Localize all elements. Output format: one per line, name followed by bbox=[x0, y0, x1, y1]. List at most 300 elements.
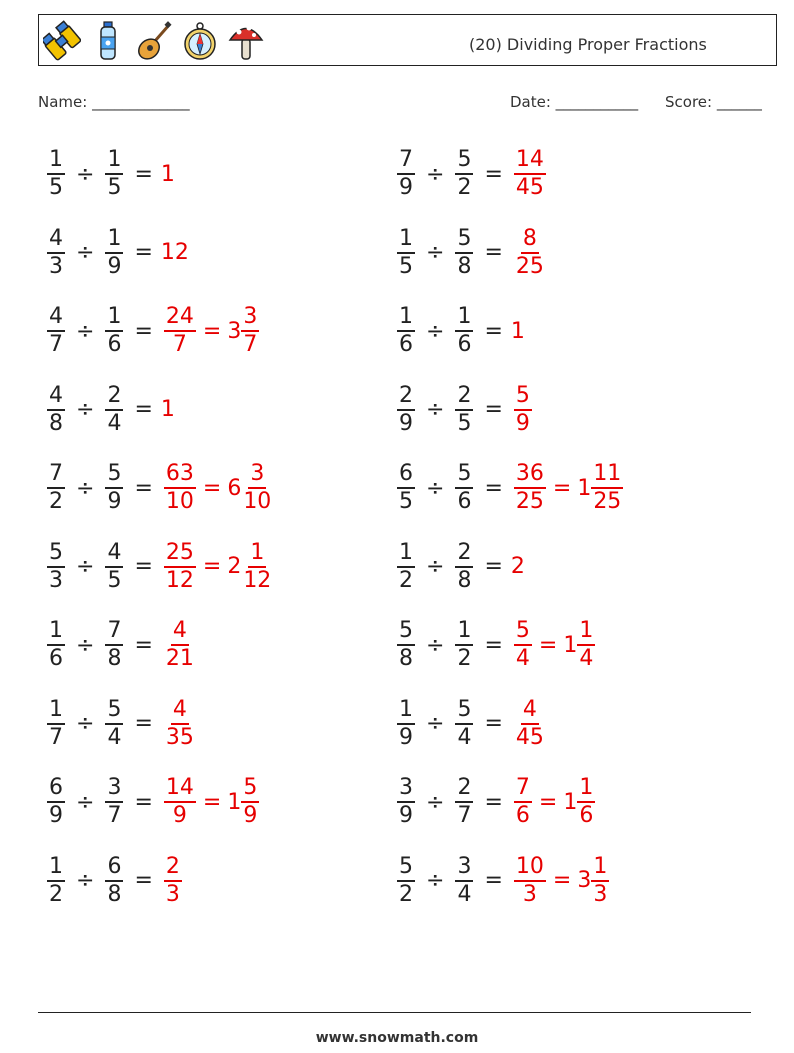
footer-divider bbox=[38, 1012, 751, 1013]
answer bbox=[161, 697, 199, 751]
mixed-whole: 1 bbox=[577, 475, 592, 501]
divisor-fraction bbox=[105, 775, 123, 829]
divide-sign: ÷ bbox=[76, 318, 95, 344]
divide-sign: ÷ bbox=[426, 789, 445, 815]
denominator: 21 bbox=[165, 646, 194, 671]
dividend-fraction bbox=[397, 461, 415, 515]
dividend-fraction bbox=[47, 147, 65, 201]
divide-sign: ÷ bbox=[426, 161, 445, 187]
answer bbox=[161, 397, 175, 422]
dividend-fraction bbox=[397, 226, 415, 280]
problem-item bbox=[44, 692, 199, 756]
numerator: 5 bbox=[397, 618, 415, 646]
header-icons bbox=[43, 19, 265, 63]
numerator: 5 bbox=[455, 147, 473, 175]
equals-sign: = bbox=[484, 161, 503, 187]
dividend-fraction bbox=[397, 775, 415, 829]
denominator: 2 bbox=[399, 567, 413, 593]
numerator: 5 bbox=[514, 383, 532, 411]
answer-fraction bbox=[164, 618, 196, 672]
denominator: 2 bbox=[49, 489, 63, 514]
answer-integer: 1 bbox=[160, 161, 175, 187]
mixed-fraction bbox=[241, 304, 259, 358]
numerator: 5 bbox=[47, 540, 65, 568]
denominator: 6 bbox=[515, 803, 530, 828]
numerator: 3 bbox=[105, 775, 123, 803]
denominator: 8 bbox=[49, 410, 63, 436]
mixed-whole: 6 bbox=[227, 475, 242, 501]
date-field: Date: ___________ bbox=[510, 93, 639, 111]
answer bbox=[161, 618, 199, 672]
problem-item bbox=[44, 299, 262, 363]
answer-fraction bbox=[164, 304, 196, 358]
denominator: 4 bbox=[107, 724, 122, 750]
water-bottle-icon bbox=[89, 19, 127, 63]
mixed-fraction bbox=[591, 461, 623, 515]
answer bbox=[161, 304, 262, 358]
numerator: 1 bbox=[47, 618, 65, 646]
problem-item bbox=[44, 142, 175, 206]
equals-sign: = bbox=[484, 789, 503, 815]
numerator: 4 bbox=[105, 540, 123, 568]
equals-sign: = bbox=[134, 240, 153, 265]
answer bbox=[511, 618, 598, 672]
answer bbox=[511, 383, 535, 437]
problem-item bbox=[44, 849, 185, 913]
answer-fraction bbox=[514, 775, 532, 829]
equals-sign: = bbox=[202, 789, 222, 815]
dividend-fraction bbox=[47, 540, 65, 594]
numerator: 2 bbox=[455, 540, 473, 568]
denominator: 9 bbox=[515, 410, 530, 436]
answer bbox=[161, 775, 262, 829]
answer bbox=[511, 226, 549, 280]
answer bbox=[161, 162, 175, 187]
denominator: 10 bbox=[243, 489, 272, 514]
equals-sign: = bbox=[134, 318, 153, 344]
equals-sign: = bbox=[202, 475, 222, 501]
denominator: 2 bbox=[399, 881, 413, 907]
problem-item bbox=[394, 770, 598, 834]
numerator: 1 bbox=[397, 304, 415, 332]
equals-sign: = bbox=[134, 868, 153, 893]
denominator: 35 bbox=[165, 724, 194, 750]
numerator: 7 bbox=[397, 147, 415, 175]
numerator: 5 bbox=[105, 461, 123, 489]
dividend-fraction bbox=[397, 697, 415, 751]
dividend-fraction bbox=[47, 697, 65, 751]
divisor-fraction bbox=[455, 461, 473, 515]
divisor-fraction bbox=[455, 775, 473, 829]
binoculars-icon bbox=[43, 19, 81, 63]
equals-sign: = bbox=[484, 711, 503, 736]
answer-fraction bbox=[514, 697, 546, 751]
numerator: 2 bbox=[105, 383, 123, 411]
problem-item bbox=[394, 613, 598, 677]
answer bbox=[161, 540, 276, 594]
problem-item bbox=[394, 142, 549, 206]
answer-fraction bbox=[164, 775, 196, 829]
equals-sign: = bbox=[484, 397, 503, 422]
mixed-whole: 3 bbox=[577, 868, 592, 893]
divide-sign: ÷ bbox=[76, 789, 95, 815]
dividend-fraction bbox=[47, 461, 65, 515]
denominator: 9 bbox=[49, 803, 63, 828]
denominator: 6 bbox=[107, 332, 122, 357]
denominator: 8 bbox=[107, 881, 122, 907]
divide-sign: ÷ bbox=[426, 711, 445, 736]
problem-item bbox=[44, 456, 276, 520]
denominator: 2 bbox=[49, 881, 63, 907]
equals-sign: = bbox=[202, 554, 222, 579]
denominator: 25 bbox=[515, 489, 544, 514]
denominator: 7 bbox=[49, 724, 63, 750]
divide-sign: ÷ bbox=[426, 397, 445, 422]
divide-sign: ÷ bbox=[76, 475, 95, 501]
numerator: 7 bbox=[105, 618, 123, 646]
equals-sign: = bbox=[202, 318, 222, 344]
problem-item bbox=[44, 535, 276, 599]
answer-fraction bbox=[164, 854, 182, 908]
divisor-fraction bbox=[105, 147, 123, 201]
equals-sign: = bbox=[484, 632, 503, 658]
mixed-whole: 3 bbox=[227, 318, 242, 344]
numerator: 14 bbox=[514, 147, 546, 175]
guitar-icon bbox=[135, 19, 173, 63]
answer-fraction bbox=[514, 383, 532, 437]
problem-item bbox=[394, 378, 535, 442]
denominator: 6 bbox=[579, 803, 594, 828]
mixed-whole: 2 bbox=[227, 554, 242, 579]
answer bbox=[511, 461, 626, 515]
divisor-fraction bbox=[105, 226, 123, 280]
answer bbox=[511, 147, 549, 201]
mushroom-icon bbox=[227, 19, 265, 63]
denominator: 7 bbox=[457, 803, 472, 828]
numerator: 1 bbox=[577, 618, 595, 646]
divide-sign: ÷ bbox=[426, 632, 445, 658]
answer bbox=[511, 854, 612, 908]
divide-sign: ÷ bbox=[426, 318, 445, 344]
numerator: 2 bbox=[164, 854, 182, 882]
mixed-fraction bbox=[241, 540, 273, 594]
mixed-whole: 1 bbox=[563, 632, 578, 658]
numerator: 1 bbox=[397, 697, 415, 725]
mixed-whole: 1 bbox=[563, 789, 578, 815]
denominator: 7 bbox=[49, 332, 63, 357]
numerator: 25 bbox=[164, 540, 196, 568]
answer bbox=[511, 775, 598, 829]
dividend-fraction bbox=[397, 540, 415, 594]
dividend-fraction bbox=[47, 383, 65, 437]
problem-item bbox=[394, 535, 525, 599]
denominator: 3 bbox=[49, 253, 63, 279]
numerator: 14 bbox=[164, 775, 196, 803]
denominator: 5 bbox=[107, 567, 122, 593]
mixed-fraction bbox=[241, 461, 273, 515]
answer-fraction bbox=[514, 226, 546, 280]
numerator: 6 bbox=[397, 461, 415, 489]
denominator: 9 bbox=[399, 175, 413, 200]
numerator: 5 bbox=[514, 618, 532, 646]
divisor-fraction bbox=[105, 461, 123, 515]
denominator: 4 bbox=[107, 410, 122, 436]
divide-sign: ÷ bbox=[76, 161, 95, 187]
numerator: 5 bbox=[455, 461, 473, 489]
divisor-fraction bbox=[105, 304, 123, 358]
dividend-fraction bbox=[397, 618, 415, 672]
divide-sign: ÷ bbox=[426, 240, 445, 265]
numerator: 1 bbox=[105, 147, 123, 175]
numerator: 2 bbox=[397, 383, 415, 411]
equals-sign: = bbox=[484, 868, 503, 893]
dividend-fraction bbox=[47, 304, 65, 358]
numerator: 1 bbox=[47, 147, 65, 175]
equals-sign: = bbox=[484, 318, 503, 344]
numerator: 4 bbox=[47, 226, 65, 254]
answer-fraction bbox=[164, 697, 196, 751]
dividend-fraction bbox=[397, 304, 415, 358]
answer bbox=[161, 240, 189, 265]
answer-integer: 2 bbox=[510, 554, 525, 579]
divide-sign: ÷ bbox=[76, 632, 95, 658]
numerator: 3 bbox=[455, 854, 473, 882]
score-field: Score: ______ bbox=[665, 93, 762, 111]
mixed-fraction bbox=[591, 854, 609, 908]
divisor-fraction bbox=[105, 540, 123, 594]
divisor-fraction bbox=[455, 540, 473, 594]
denominator: 2 bbox=[457, 175, 472, 200]
answer-integer: 1 bbox=[510, 318, 525, 344]
numerator: 24 bbox=[164, 304, 196, 332]
denominator: 10 bbox=[165, 489, 194, 514]
dividend-fraction bbox=[47, 618, 65, 672]
denominator: 7 bbox=[243, 332, 258, 357]
problem-item bbox=[394, 456, 626, 520]
numerator: 1 bbox=[397, 540, 415, 568]
divisor-fraction bbox=[455, 147, 473, 201]
answer-fraction bbox=[164, 540, 196, 594]
answer-integer: 1 bbox=[160, 397, 175, 422]
numerator: 5 bbox=[241, 775, 259, 803]
problem-item bbox=[44, 613, 199, 677]
denominator: 5 bbox=[49, 175, 63, 200]
denominator: 9 bbox=[399, 724, 413, 750]
numerator: 7 bbox=[514, 775, 532, 803]
numerator: 2 bbox=[455, 383, 473, 411]
footer-site: www.snowmath.com bbox=[315, 1030, 479, 1046]
divisor-fraction bbox=[455, 383, 473, 437]
denominator: 12 bbox=[165, 567, 194, 593]
mixed-fraction bbox=[577, 618, 595, 672]
denominator: 5 bbox=[457, 410, 472, 436]
answer-fraction bbox=[514, 854, 546, 908]
divide-sign: ÷ bbox=[76, 240, 95, 265]
dividend-fraction bbox=[397, 383, 415, 437]
numerator: 5 bbox=[105, 697, 123, 725]
denominator: 12 bbox=[243, 567, 272, 593]
numerator: 1 bbox=[591, 854, 609, 882]
divide-sign: ÷ bbox=[426, 475, 445, 501]
equals-sign: = bbox=[134, 789, 153, 815]
numerator: 8 bbox=[521, 226, 539, 254]
divisor-fraction bbox=[455, 697, 473, 751]
equals-sign: = bbox=[134, 161, 153, 187]
denominator: 7 bbox=[172, 332, 187, 357]
answer bbox=[161, 854, 185, 908]
numerator: 1 bbox=[455, 618, 473, 646]
equals-sign: = bbox=[538, 632, 558, 658]
problem-item bbox=[394, 692, 549, 756]
equals-sign: = bbox=[552, 868, 572, 893]
equals-sign: = bbox=[484, 554, 503, 579]
denominator: 9 bbox=[172, 803, 187, 828]
numerator: 1 bbox=[397, 226, 415, 254]
mixed-fraction bbox=[241, 775, 259, 829]
denominator: 5 bbox=[399, 253, 413, 279]
divisor-fraction bbox=[455, 226, 473, 280]
numerator: 4 bbox=[171, 697, 189, 725]
numerator: 1 bbox=[47, 854, 65, 882]
denominator: 4 bbox=[579, 646, 594, 671]
equals-sign: = bbox=[134, 554, 153, 579]
numerator: 2 bbox=[455, 775, 473, 803]
answer bbox=[161, 461, 276, 515]
numerator: 1 bbox=[455, 304, 473, 332]
name-field: Name: _____________ bbox=[38, 93, 190, 111]
denominator: 4 bbox=[457, 724, 472, 750]
dividend-fraction bbox=[47, 226, 65, 280]
answer-fraction bbox=[514, 461, 546, 515]
worksheet-title: (20) Dividing Proper Fractions bbox=[469, 35, 707, 54]
answer bbox=[511, 554, 525, 579]
numerator: 3 bbox=[248, 461, 266, 489]
denominator: 3 bbox=[593, 881, 608, 907]
numerator: 10 bbox=[514, 854, 546, 882]
problem-item bbox=[394, 299, 525, 363]
problem-item bbox=[44, 221, 189, 285]
denominator: 5 bbox=[107, 175, 122, 200]
numerator: 4 bbox=[47, 304, 65, 332]
denominator: 9 bbox=[107, 489, 122, 514]
numerator: 7 bbox=[47, 461, 65, 489]
denominator: 3 bbox=[165, 881, 180, 907]
divisor-fraction bbox=[455, 854, 473, 908]
numerator: 6 bbox=[47, 775, 65, 803]
divide-sign: ÷ bbox=[426, 554, 445, 579]
problem-item bbox=[394, 849, 612, 913]
denominator: 4 bbox=[515, 646, 530, 671]
answer bbox=[511, 697, 549, 751]
equals-sign: = bbox=[484, 240, 503, 265]
numerator: 36 bbox=[514, 461, 546, 489]
equals-sign: = bbox=[134, 711, 153, 736]
numerator: 5 bbox=[455, 697, 473, 725]
numerator: 1 bbox=[105, 226, 123, 254]
answer-fraction bbox=[164, 461, 196, 515]
numerator: 1 bbox=[577, 775, 595, 803]
equals-sign: = bbox=[538, 789, 558, 815]
numerator: 5 bbox=[397, 854, 415, 882]
denominator: 8 bbox=[457, 253, 472, 279]
denominator: 9 bbox=[399, 410, 413, 436]
numerator: 6 bbox=[105, 854, 123, 882]
denominator: 8 bbox=[457, 567, 472, 593]
compass-icon bbox=[181, 19, 219, 63]
divisor-fraction bbox=[105, 618, 123, 672]
denominator: 9 bbox=[107, 253, 122, 279]
divisor-fraction bbox=[105, 697, 123, 751]
answer-fraction bbox=[514, 618, 532, 672]
numerator: 3 bbox=[241, 304, 259, 332]
numerator: 11 bbox=[591, 461, 623, 489]
denominator: 6 bbox=[457, 489, 472, 514]
denominator: 9 bbox=[243, 803, 258, 828]
dividend-fraction bbox=[397, 854, 415, 908]
divide-sign: ÷ bbox=[426, 868, 445, 893]
denominator: 9 bbox=[399, 803, 413, 828]
answer bbox=[511, 319, 525, 344]
problem-item bbox=[394, 221, 549, 285]
header-box bbox=[38, 14, 777, 66]
denominator: 6 bbox=[399, 332, 413, 357]
divide-sign: ÷ bbox=[76, 711, 95, 736]
denominator: 45 bbox=[515, 724, 544, 750]
equals-sign: = bbox=[484, 475, 503, 501]
numerator: 1 bbox=[248, 540, 266, 568]
divide-sign: ÷ bbox=[76, 397, 95, 422]
divisor-fraction bbox=[455, 618, 473, 672]
denominator: 25 bbox=[515, 253, 544, 279]
dividend-fraction bbox=[397, 147, 415, 201]
divide-sign: ÷ bbox=[76, 554, 95, 579]
denominator: 45 bbox=[515, 175, 544, 200]
problem-item bbox=[44, 378, 175, 442]
numerator: 1 bbox=[47, 697, 65, 725]
divisor-fraction bbox=[105, 854, 123, 908]
divide-sign: ÷ bbox=[76, 868, 95, 893]
numerator: 5 bbox=[455, 226, 473, 254]
denominator: 6 bbox=[457, 332, 472, 357]
denominator: 3 bbox=[522, 881, 537, 907]
numerator: 4 bbox=[47, 383, 65, 411]
denominator: 4 bbox=[457, 881, 472, 907]
equals-sign: = bbox=[134, 475, 153, 501]
denominator: 5 bbox=[399, 489, 413, 514]
equals-sign: = bbox=[134, 632, 153, 658]
dividend-fraction bbox=[47, 775, 65, 829]
problem-item bbox=[44, 770, 262, 834]
equals-sign: = bbox=[134, 397, 153, 422]
divisor-fraction bbox=[105, 383, 123, 437]
denominator: 3 bbox=[49, 567, 63, 593]
answer-integer: 12 bbox=[160, 240, 189, 265]
numerator: 4 bbox=[521, 697, 539, 725]
denominator: 7 bbox=[107, 803, 122, 828]
equals-sign: = bbox=[552, 475, 572, 501]
numerator: 63 bbox=[164, 461, 196, 489]
divisor-fraction bbox=[455, 304, 473, 358]
denominator: 6 bbox=[49, 646, 63, 671]
denominator: 8 bbox=[107, 646, 122, 671]
numerator: 3 bbox=[397, 775, 415, 803]
mixed-fraction bbox=[577, 775, 595, 829]
mixed-whole: 1 bbox=[227, 789, 242, 815]
numerator: 1 bbox=[105, 304, 123, 332]
denominator: 8 bbox=[399, 646, 413, 671]
numerator: 4 bbox=[171, 618, 189, 646]
answer-fraction bbox=[514, 147, 546, 201]
